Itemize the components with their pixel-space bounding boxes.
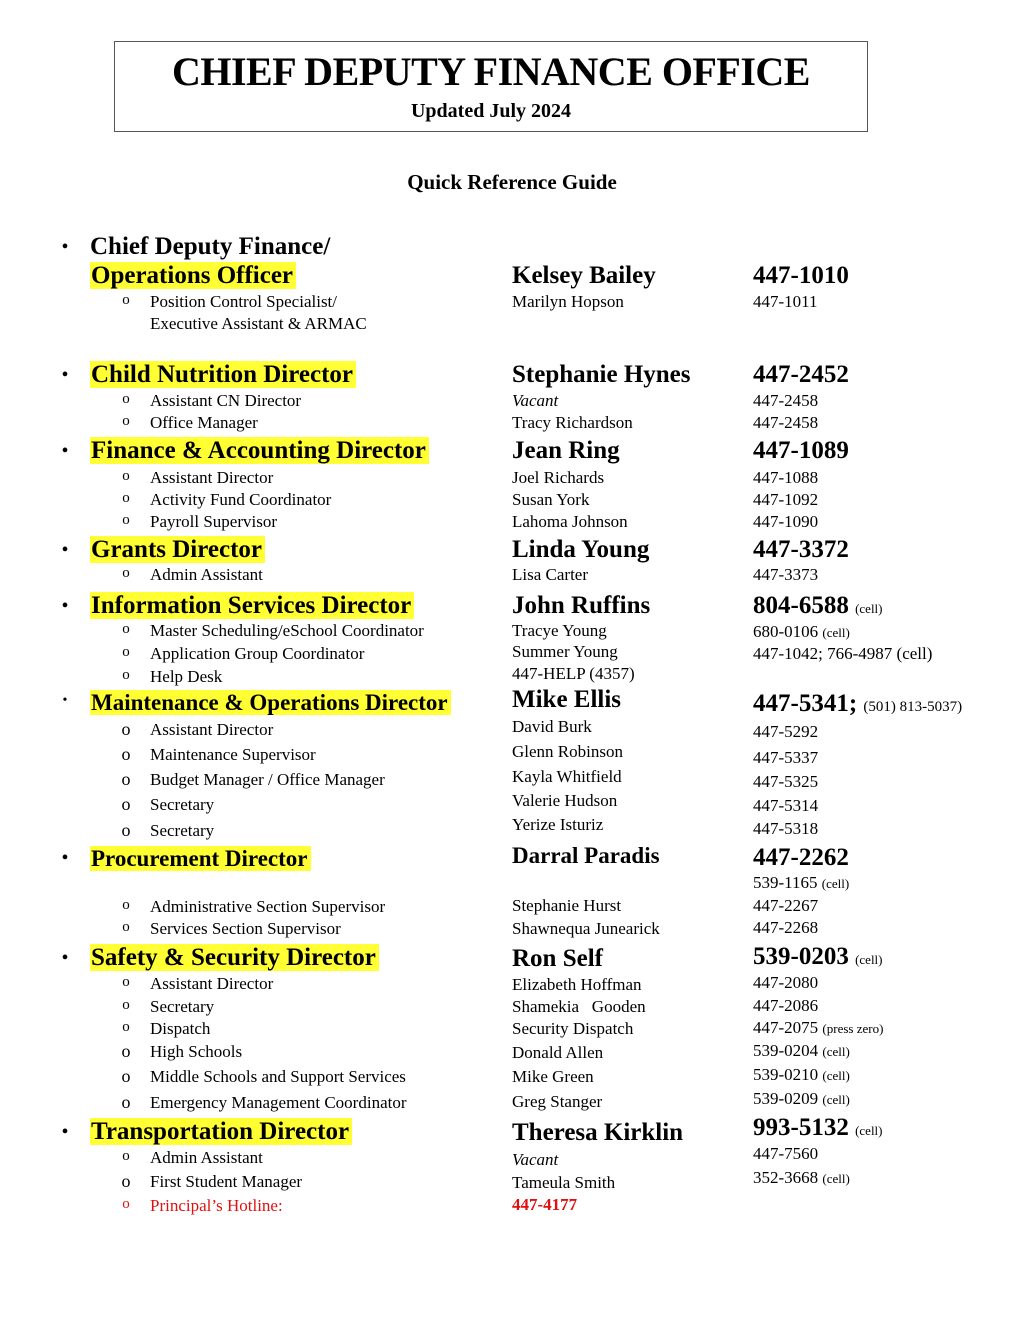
sub-bullet-marker: o	[122, 974, 130, 990]
sub-bullet-marker: o	[121, 1041, 131, 1061]
director-phone: 447-5341; (501) 813-5037)	[753, 690, 963, 717]
staff-phone: 447-1042; 766-4987 (cell)	[753, 644, 933, 663]
staff-name: Donald Allen	[512, 1043, 604, 1062]
staff-name: Susan York	[512, 490, 590, 509]
staff-role: Dispatch	[150, 1019, 211, 1038]
staff-phone: 447-5318	[753, 819, 819, 838]
director-phone: 447-3372	[753, 536, 849, 563]
sub-bullet-marker: o	[122, 621, 130, 637]
phone-note: (cell)	[855, 1123, 883, 1138]
staff-phone: 447-1088	[753, 468, 819, 487]
staff-name: Tameula Smith	[512, 1173, 616, 1192]
title-box	[114, 41, 868, 132]
staff-role: Master Scheduling/eSchool Coordinator	[150, 621, 424, 640]
phone-note: (press zero)	[822, 1021, 884, 1036]
phone-note: (cell)	[822, 1068, 850, 1083]
staff-phone: 447-5325	[753, 772, 819, 791]
staff-phone: 447-1011	[753, 292, 818, 311]
phone-note: (501) 813-5037)	[863, 699, 963, 715]
sub-bullet-marker: o	[122, 512, 130, 528]
staff-phone: 447-2267	[753, 896, 819, 915]
sub-bullet-marker: o	[122, 667, 130, 683]
sub-bullet-marker: o	[122, 292, 130, 308]
staff-name: Lahoma Johnson	[512, 512, 628, 531]
sub-bullet-marker: o	[122, 919, 130, 935]
bullet-marker: •	[61, 440, 69, 462]
staff-name: Summer Young	[512, 642, 618, 661]
director-name: Kelsey Bailey	[512, 262, 656, 289]
staff-name: Joel Richards	[512, 468, 605, 487]
staff-phone: 539-1165 (cell)	[753, 873, 850, 892]
staff-role: Help Desk	[150, 667, 223, 686]
bullet-marker: •	[61, 236, 69, 258]
bullet-marker: •	[61, 595, 69, 617]
staff-role: Budget Manager / Office Manager	[150, 770, 385, 789]
staff-role: Secretary	[150, 997, 215, 1016]
section-title: Transportation Director	[90, 1118, 352, 1146]
staff-role: Secretary	[150, 795, 215, 814]
phone-note: (cell)	[821, 876, 850, 891]
phone-note: (cell)	[822, 1092, 850, 1107]
section-title: Grants Director	[90, 536, 265, 564]
staff-phone: 447-7560	[753, 1144, 819, 1163]
staff-role-line2: Executive Assistant & ARMAC	[150, 314, 367, 333]
staff-phone: 447-5292	[753, 722, 819, 741]
director-name: Darral Paradis	[512, 843, 660, 868]
bullet-marker: •	[61, 364, 69, 386]
updated-date: Updated July 2024	[410, 100, 572, 122]
sub-bullet-marker: o	[122, 897, 130, 913]
staff-phone: 539-0204 (cell)	[753, 1041, 850, 1060]
staff-role: Middle Schools and Support Services	[150, 1067, 406, 1086]
phone-note: (cell)	[822, 625, 850, 640]
section-title: Maintenance & Operations Director	[90, 689, 451, 717]
section-title: Procurement Director	[90, 845, 311, 873]
staff-role: Secretary	[150, 821, 215, 840]
staff-name: Shamekia Gooden	[512, 997, 646, 1016]
director-phone: 804-6588 (cell)	[753, 592, 883, 619]
staff-phone: 447-5337	[753, 748, 819, 767]
director-phone: 539-0203 (cell)	[753, 943, 883, 970]
sub-bullet-marker: o	[122, 468, 130, 484]
staff-name: Lisa Carter	[512, 565, 588, 584]
bullet-marker: •	[61, 847, 69, 869]
director-name: Linda Young	[512, 536, 650, 563]
sub-bullet-marker: o	[122, 997, 130, 1013]
sub-bullet-marker: o	[121, 1092, 131, 1112]
staff-role: High Schools	[150, 1042, 243, 1061]
staff-role: Payroll Supervisor	[150, 512, 278, 531]
staff-phone: 447-2080	[753, 973, 819, 992]
hotline-phone: 447-4177	[512, 1195, 578, 1214]
phone-note: (cell)	[855, 952, 883, 967]
staff-name: Shawnequa Junearick	[512, 919, 660, 938]
staff-role: Services Section Supervisor	[150, 919, 341, 938]
sub-bullet-marker: o	[121, 769, 131, 789]
phone-note: (cell)	[855, 601, 883, 616]
staff-name: Vacant	[512, 1150, 559, 1169]
staff-name: Mike Green	[512, 1067, 594, 1086]
staff-name: Vacant	[512, 391, 559, 410]
staff-role: Administrative Section Supervisor	[150, 897, 386, 916]
sub-bullet-marker: o	[121, 794, 131, 814]
sub-bullet-marker: o	[122, 1019, 130, 1035]
director-phone: 447-1089	[753, 437, 849, 464]
staff-role: Application Group Coordinator	[150, 644, 365, 663]
staff-name: 447-HELP (4357)	[512, 664, 635, 683]
staff-role: Assistant Director	[150, 974, 274, 993]
staff-role: Position Control Specialist/	[150, 292, 338, 311]
staff-role: Maintenance Supervisor	[150, 745, 316, 764]
guide-title: Quick Reference Guide	[407, 170, 617, 194]
document-title: CHIEF DEPUTY FINANCE OFFICE	[171, 49, 810, 94]
staff-name: Greg Stanger	[512, 1092, 603, 1111]
sub-bullet-marker: o	[122, 490, 130, 506]
staff-role: Office Manager	[150, 413, 258, 432]
staff-role: Emergency Management Coordinator	[150, 1093, 407, 1112]
section-title: Information Services Director	[90, 592, 414, 620]
staff-phone: 447-2268	[753, 918, 819, 937]
staff-phone: 447-1090	[753, 512, 819, 531]
staff-name: Marilyn Hopson	[512, 292, 624, 311]
director-name: Stephanie Hynes	[512, 361, 691, 388]
staff-phone: 539-0210 (cell)	[753, 1065, 850, 1084]
staff-name: Tracye Young	[512, 621, 607, 640]
staff-name: Glenn Robinson	[512, 742, 623, 761]
bullet-marker: •	[61, 1121, 69, 1143]
sub-bullet-marker: o	[121, 744, 131, 764]
staff-phone: 352-3668 (cell)	[753, 1168, 850, 1187]
staff-phone: 539-0209 (cell)	[753, 1089, 850, 1108]
section-title: Child Nutrition Director	[90, 361, 356, 389]
staff-role: Admin Assistant	[150, 565, 263, 584]
staff-name: Stephanie Hurst	[512, 896, 622, 915]
staff-name: Kayla Whitfield	[512, 767, 622, 786]
sub-bullet-marker: o	[121, 1066, 131, 1086]
staff-role: Assistant Director	[150, 468, 274, 487]
sub-bullet-marker: o	[122, 1148, 130, 1164]
bullet-marker: •	[61, 539, 69, 561]
phone-note: (cell)	[822, 1044, 850, 1059]
director-name: Ron Self	[512, 945, 603, 972]
hotline-label: Principal’s Hotline:	[150, 1196, 283, 1215]
staff-role: Admin Assistant	[150, 1148, 263, 1167]
staff-phone: 447-5314	[753, 796, 819, 815]
sub-bullet-marker: o	[121, 1171, 131, 1191]
staff-phone: 447-2075 (press zero)	[753, 1018, 884, 1037]
director-phone: 447-1010	[753, 262, 849, 289]
director-name: Mike Ellis	[512, 686, 622, 713]
sub-bullet-marker: o	[122, 413, 130, 429]
staff-name: Tracy Richardson	[512, 413, 633, 432]
staff-name: David Burk	[512, 717, 592, 736]
staff-name: Valerie Hudson	[512, 791, 618, 810]
sub-bullet-marker: o	[121, 820, 131, 840]
staff-name: Elizabeth Hoffman	[512, 975, 642, 994]
sub-bullet-marker: o	[122, 565, 130, 581]
director-phone: 447-2262	[753, 844, 849, 871]
staff-phone: 447-2458	[753, 391, 819, 410]
staff-role: Activity Fund Coordinator	[150, 490, 332, 509]
bullet-marker: •	[61, 947, 69, 969]
sub-bullet-marker: o	[122, 644, 130, 660]
sub-bullet-marker: o	[122, 1196, 130, 1212]
section-title-line1: Chief Deputy Finance/	[90, 233, 331, 260]
staff-phone: 447-2086	[753, 996, 819, 1015]
staff-role: Assistant CN Director	[150, 391, 302, 410]
staff-phone: 680-0106 (cell)	[753, 622, 850, 641]
staff-role: First Student Manager	[150, 1172, 303, 1191]
staff-name: Security Dispatch	[512, 1019, 634, 1038]
staff-phone: 447-1092	[753, 490, 819, 509]
director-name: Theresa Kirklin	[512, 1119, 684, 1146]
section-title: Finance & Accounting Director	[90, 437, 429, 465]
phone-note: (cell)	[822, 1171, 850, 1186]
staff-name: Yerize Isturiz	[512, 815, 604, 834]
staff-phone: 447-2458	[753, 413, 819, 432]
director-phone: 993-5132 (cell)	[753, 1114, 883, 1141]
staff-role: Assistant Director	[150, 720, 274, 739]
director-name: Jean Ring	[512, 437, 620, 464]
section-title: Safety & Security Director	[90, 944, 379, 972]
director-phone: 447-2452	[753, 361, 849, 388]
director-name: John Ruffins	[512, 592, 651, 619]
staff-phone: 447-3373	[753, 565, 819, 584]
sub-bullet-marker: o	[121, 719, 131, 739]
bullet-marker: •	[62, 693, 68, 708]
section-title: Operations Officer	[90, 262, 296, 290]
sub-bullet-marker: o	[122, 391, 130, 407]
